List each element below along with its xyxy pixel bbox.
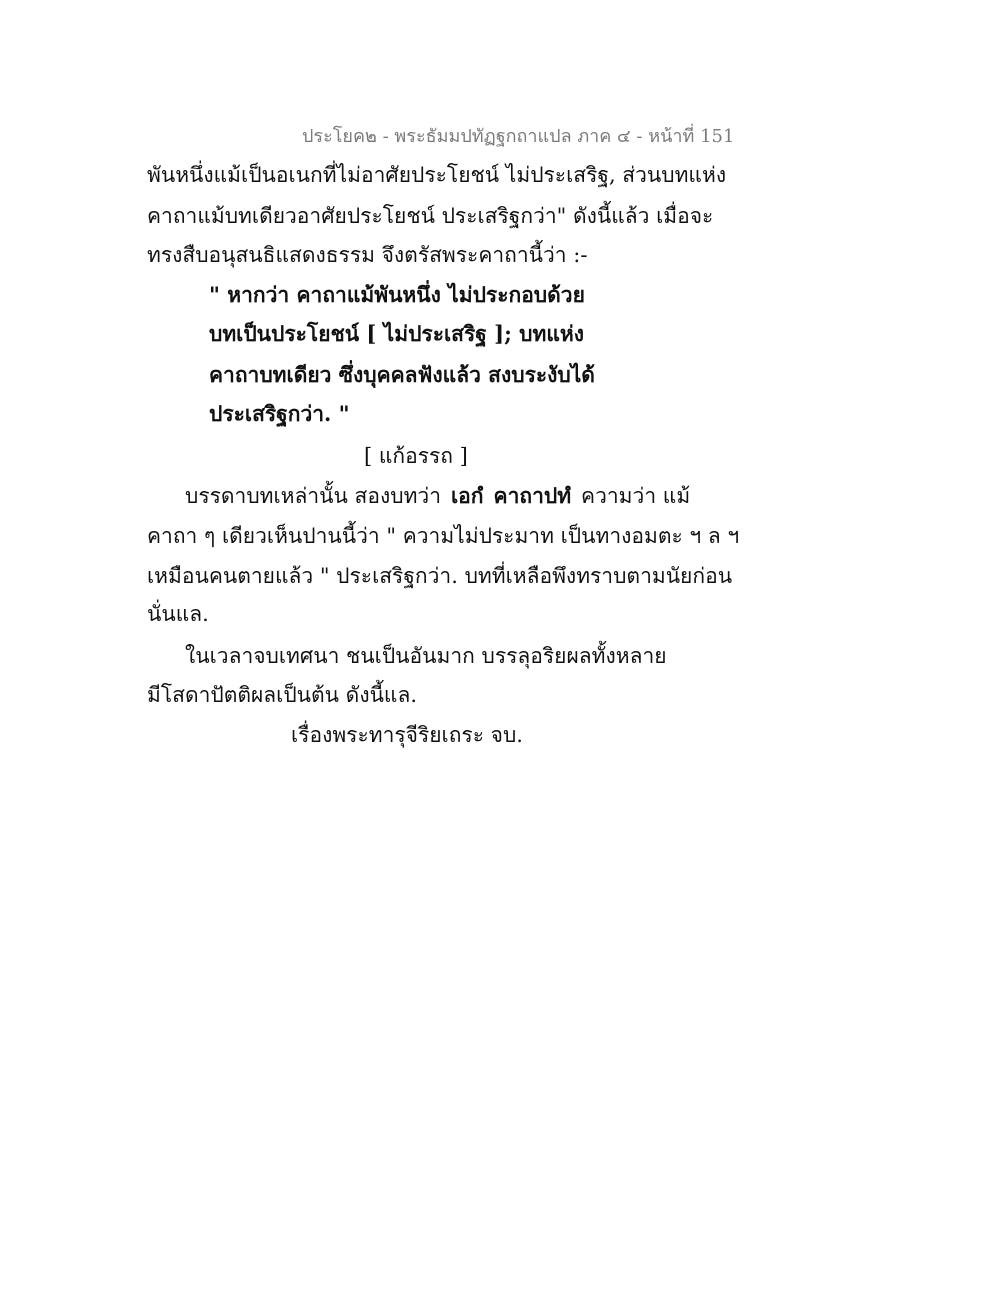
pali-term: คาถาปทํ: [493, 483, 572, 508]
body-line: คาถาแม้บทเดียวอาศัยประโยชน์ ประเสริฐกว่า" ดังนี้แล้ว เมื่อจะ: [147, 204, 714, 228]
pali-term: เอกํ: [451, 483, 484, 508]
body-line: เหมือนคนตายแล้ว " ประเสริฐกว่า. บทที่เหลือพึงทราบตามนัยก่อน: [147, 564, 733, 588]
body-text: ความว่า แม้: [581, 484, 691, 508]
verse-line: ประเสริฐกว่า. ": [209, 401, 350, 426]
section-title: [ แก้อรรถ ]: [364, 444, 468, 468]
verse-line: คาถาบทเดียว ซึ่งบุคคลฟังแล้ว สงบระงับได้: [209, 362, 595, 387]
body-line: นั่นแล.: [147, 602, 209, 626]
verse-line: บทเป็นประโยชน์ [ ไม่ประเสริฐ ]; บทแห่ง: [209, 321, 584, 346]
verse-line: " หากว่า คาถาแม้พันหนึ่ง ไม่ประกอบด้วย: [209, 282, 585, 307]
body-line: พันหนึ่งแม้เป็นอเนกที่ไม่อาศัยประโยชน์ ไม่ประเสริฐ, ส่วนบทแห่ง: [147, 163, 727, 187]
page-header: ประโยค๒ - พระธัมมปทัฏฐกถาแปล ภาค ๔ - หน้าที่ 151: [302, 126, 735, 147]
body-line: คาถา ๆ เดียวเห็นปานนี้ว่า " ความไม่ประมาท เป็นทางอมตะ ฯ ล ฯ: [147, 524, 740, 548]
body-line: ทรงสืบอนุสนธิแสดงธรรม จึงตรัสพระคาถานี้ว่า :-: [147, 243, 588, 267]
body-line: [185, 481, 690, 511]
body-line: มีโสดาปัตติผลเป็นต้น ดังนี้แล.: [147, 683, 418, 707]
story-end: เรื่องพระทารุจีริยเถระ จบ.: [291, 723, 523, 747]
body-line: ในเวลาจบเทศนา ชนเป็นอันมาก บรรลุอริยผลทั้งหลาย: [185, 644, 667, 668]
body-text: บรรดาบทเหล่านั้น สองบทว่า: [185, 484, 441, 508]
